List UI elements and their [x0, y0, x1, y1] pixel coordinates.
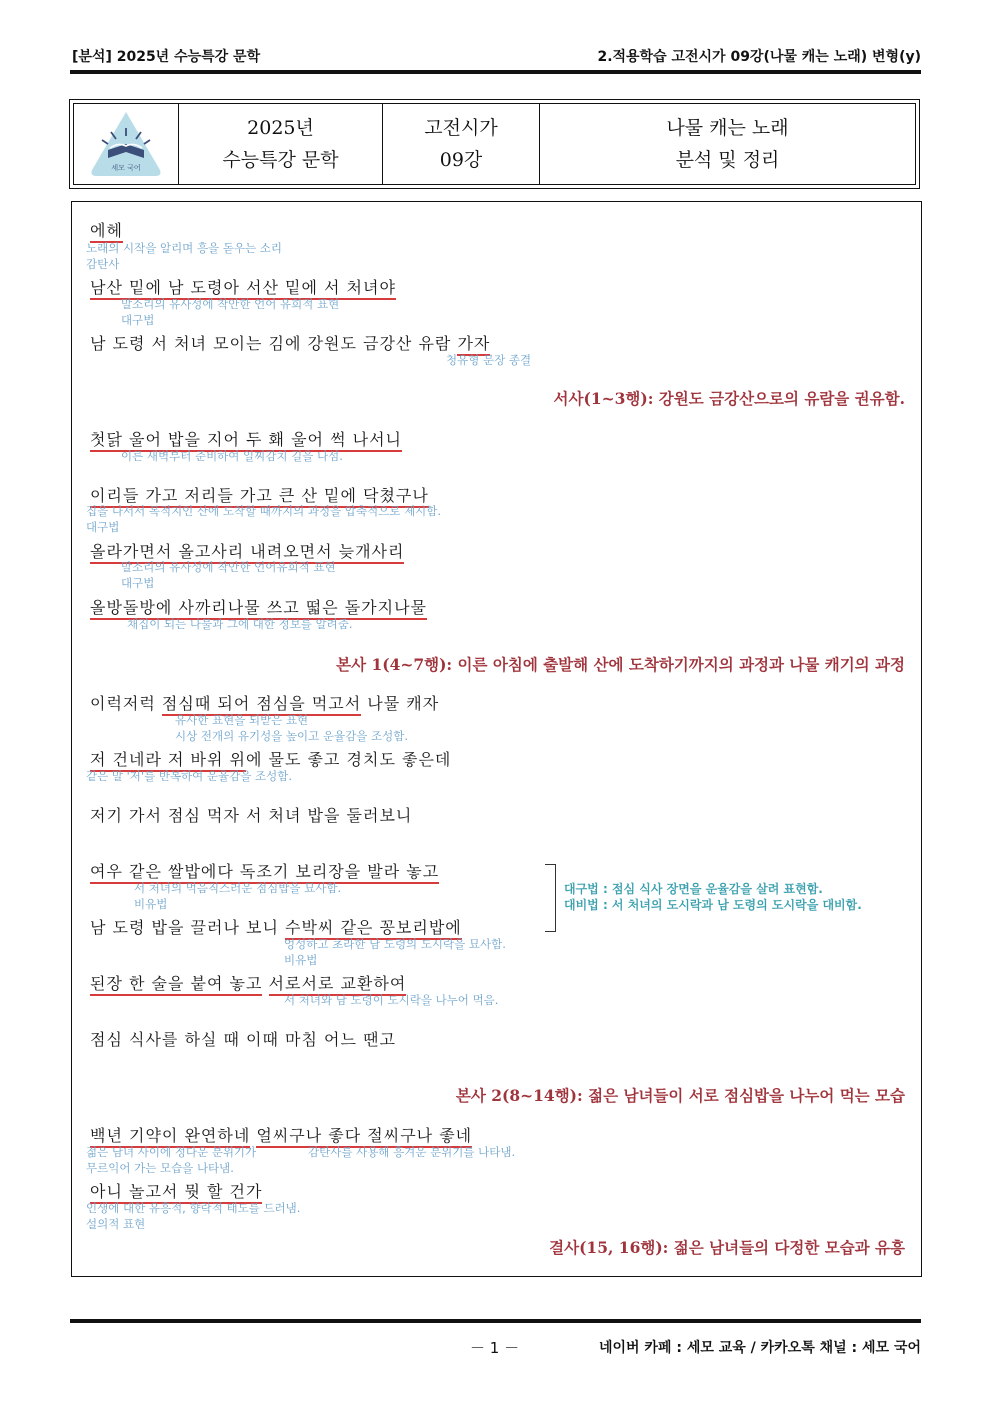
- footer-rule: [70, 1319, 921, 1323]
- poem-line-3: 남 도령 서 처녀 모이는 김에 강원도 금강산 유람 가자: [90, 331, 490, 354]
- poem-line-14: 점심 식사를 하실 때 이때 마침 어느 땐고: [90, 1030, 396, 1049]
- note: 유사한 표현을 되받은 표현: [175, 713, 309, 727]
- note: 대구법: [121, 576, 155, 590]
- section-summary-4: 결사(15, 16행): 젊은 남녀들의 다정한 모습과 유흥: [549, 1238, 905, 1257]
- note: 비유법: [284, 953, 318, 967]
- poem-line-6: 올라가면서 올고사리 내려오면서 늦개사리: [90, 539, 404, 562]
- section-summary-2: 본사 1(4~7행): 이른 아침에 출발해 산에 도착하기까지의 과정과 나물 캐기의 과정: [336, 655, 905, 674]
- note: 같은 말 '저'를 반복하여 운율감을 조성함.: [86, 769, 292, 783]
- header-rule: [70, 70, 921, 74]
- note: 감탄사: [86, 257, 120, 271]
- note: 청유형 문장 종결: [446, 353, 532, 367]
- note: 대구법: [121, 313, 155, 327]
- poem-line-5: 이리들 가고 저리들 가고 큰 산 밑에 닥쳤구나: [90, 483, 429, 506]
- title-book: 수능특강 문학: [222, 149, 339, 171]
- note: 말소리의 유사성에 착안한 언어유희적 표현: [121, 560, 336, 574]
- note: 젊은 남녀 사이에 정다운 분위기가: [86, 1145, 257, 1159]
- poem-line-11: 여우 같은 쌀밥에다 독조기 보리장을 발라 놓고: [90, 859, 439, 882]
- title-subtitle: 분석 및 정리: [675, 149, 780, 171]
- note: 감탄사를 사용해 흥겨운 분위기를 나타냄.: [308, 1145, 516, 1159]
- note: 대구법: [86, 520, 120, 534]
- page-number: － 1 －: [470, 1339, 520, 1357]
- side-note-2: 대비법 : 서 처녀의 도시락과 남 도령의 도시락을 대비함.: [564, 898, 862, 912]
- title-lesson: 09강: [439, 149, 483, 171]
- title-box: [69, 99, 920, 189]
- poem-line-15: 백년 기약이 완연하네 얼씨구나 좋다 절씨구나 좋네: [90, 1123, 472, 1146]
- poem-line-13: 된장 한 술을 붙여 놓고 서로서로 교환하여: [90, 971, 406, 994]
- footer-channel: 네이버 카페 : 세모 교육 / 카카오톡 채널 : 세모 국어: [598, 1340, 921, 1356]
- title-work: 나물 캐는 노래: [666, 117, 789, 139]
- note: 노래의 시작을 알리며 흥을 돋우는 소리: [86, 241, 283, 255]
- note: 서 처녀와 남 도령이 도시락을 나누어 먹음.: [284, 993, 499, 1007]
- note: 말소리의 유사성에 착안한 언어 유희적 표현: [121, 297, 340, 311]
- poem-line-1: 에헤: [90, 218, 123, 241]
- section-summary-1: 서사(1~3행): 강원도 금강산으로의 유람을 권유함.: [553, 389, 905, 408]
- note: 집을 나서서 목적지인 산에 도착할 때까지의 과정을 압축적으로 제시함.: [86, 504, 442, 518]
- bracket: [545, 864, 556, 932]
- logo-text: 세모 국어: [111, 164, 141, 172]
- header-left: [분석] 2025년 수능특강 문학: [72, 49, 261, 65]
- title-unit-cell: [383, 104, 540, 184]
- note: 이른 새벽부터 준비하여 일찌감치 길을 나섬.: [121, 449, 343, 463]
- header-right: 2.적용학습 고전시가 09강(나물 캐는 노래) 변형(y): [597, 49, 921, 65]
- note: 인생에 대한 유흥적, 향락적 태도를 드러냄.: [86, 1201, 301, 1215]
- book-logo-icon: [86, 106, 166, 182]
- title-genre: 고전시가: [424, 117, 498, 139]
- note: 서 처녀의 먹음직스러운 점심밥을 묘사함.: [134, 881, 342, 895]
- note: 엉성하고 초라한 남 도령의 도시락을 묘사함.: [284, 937, 506, 951]
- poem-line-16: 아니 놀고서 뭣 할 건가: [90, 1179, 262, 1202]
- poem-line-8: 이럭저럭 점심때 되어 점심을 먹고서 나물 캐자: [90, 691, 439, 714]
- note: 채집이 되는 나물과 그에 대한 정보를 알려줌.: [127, 617, 353, 631]
- note: 비유법: [134, 897, 168, 911]
- note: 무르익어 가는 모습을 나타냄.: [86, 1161, 234, 1175]
- title-year-cell: [179, 104, 383, 184]
- poem-line-9: 저 건네라 저 바위 위에 물도 좋고 경치도 좋은데: [90, 747, 451, 770]
- note: 설의적 표현: [86, 1217, 146, 1231]
- poem-line-4: 첫닭 울어 밥을 지어 두 홰 울어 썩 나서니: [90, 427, 402, 450]
- poem-line-2: 남산 밑에 남 도령아 서산 밑에 서 처녀야: [90, 275, 396, 298]
- note: 시상 전개의 유기성을 높이고 운율감을 조성함.: [175, 729, 409, 743]
- title-year: 2025년: [247, 117, 314, 139]
- logo-cell: [74, 104, 179, 184]
- title-work-cell: [540, 104, 915, 184]
- section-summary-3: 본사 2(8~14행): 젊은 남녀들이 서로 점심밥을 나누어 먹는 모습: [455, 1086, 905, 1105]
- poem-line-7: 올방돌방에 사까리나물 쓰고 떫은 돌가지나물: [90, 595, 427, 618]
- poem-line-12: 남 도령 밥을 끌러나 보니 수박씨 같은 꽁보리밥에: [90, 915, 462, 938]
- side-note-1: 대구법 : 점심 식사 장면을 운율감을 살려 표현함.: [564, 882, 823, 896]
- poem-line-10: 저기 가서 점심 먹자 서 처녀 밥을 둘러보니: [90, 806, 413, 825]
